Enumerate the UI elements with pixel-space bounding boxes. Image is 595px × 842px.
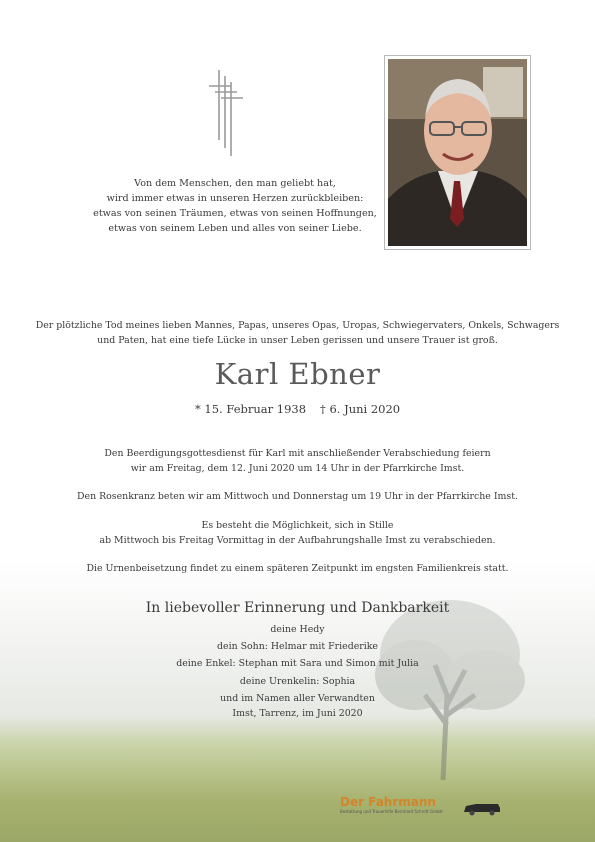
intro-line: Der plötzliche Tod meines lieben Mannes, Papas, unseres Opas, Uropas, Schwiegervaters, Onkels, Schwagers (35, 320, 560, 331)
paragraph-line: ab Mittwoch bis Freitag Vormittag in der Aufbahrungshalle Imst zu verabschieden. (99, 534, 496, 546)
remembrance-heading: In liebevoller Erinnerung und Dankbarkeit (145, 600, 450, 616)
life-dates (195, 402, 425, 416)
funeral-home-logo (340, 795, 460, 821)
quote-line: etwas von seinen Träumen, etwas von seinen Hoffnungen, (93, 208, 377, 219)
quote-line: Von dem Menschen, den man geliebt hat, (134, 178, 336, 189)
urn-burial-text (30, 562, 565, 577)
funeral-service-text (30, 447, 565, 476)
logo-text: Der Fahrmann (340, 795, 436, 809)
intro-line: und Paten, hat eine tiefe Lücke in unser Leben gerissen und unsere Trauer ist groß. (97, 335, 498, 346)
paragraph-line: wir am Freitag, dem 12. Juni 2020 um 14 Uhr in der Pfarrkirche Imst. (130, 462, 465, 474)
rosary-text (30, 490, 565, 505)
paragraph-line: Es besteht die Möglichkeit, sich in Stille (201, 520, 394, 531)
viewing-text (30, 519, 565, 548)
portrait-frame (384, 55, 531, 250)
quote-line: etwas von seinem Leben und alles von seiner Liebe. (108, 223, 362, 234)
portrait-photo (388, 59, 527, 246)
place-and-date: Imst, Tarrenz, im Juni 2020 (232, 708, 363, 719)
memorial-quote (80, 176, 390, 236)
hearse-icon (462, 800, 502, 816)
portrait-image (388, 59, 527, 246)
paragraph-line: Den Rosenkranz beten wir am Mittwoch und Donnerstag um 19 Uhr in der Pfarrkirche Imst. (77, 491, 518, 502)
family-line: und im Namen aller Verwandten (220, 692, 375, 704)
birth-date: * 15. Februar 1938 (195, 402, 307, 416)
family-list (0, 621, 595, 707)
paragraph-line: Den Beerdigungsgottesdienst für Karl mit anschließender Verabschiedung feiern (104, 448, 491, 459)
quote-line: wird immer etwas in unseren Herzen zurückbleiben: (106, 193, 364, 204)
cross-icon (205, 68, 247, 158)
death-date: † 6. Juni 2020 (320, 402, 401, 416)
family-line: deine Hedy (270, 624, 325, 635)
family-line: deine Urenkelin: Sophia (239, 675, 356, 687)
family-line: deine Enkel: Stephan mit Sara und Simon mit Julia (176, 658, 419, 670)
deceased-name: Karl Ebner (214, 357, 381, 391)
paragraph-line: Die Urnenbeisetzung findet zu einem späteren Zeitpunkt im engsten Familienkreis statt. (86, 563, 509, 574)
intro-text (30, 318, 565, 348)
logo-subtitle: Bestattung und Trauerhilfe Bernhard Schrott GmbH (340, 809, 443, 814)
family-line: dein Sohn: Helmar mit Friederike (217, 641, 378, 653)
